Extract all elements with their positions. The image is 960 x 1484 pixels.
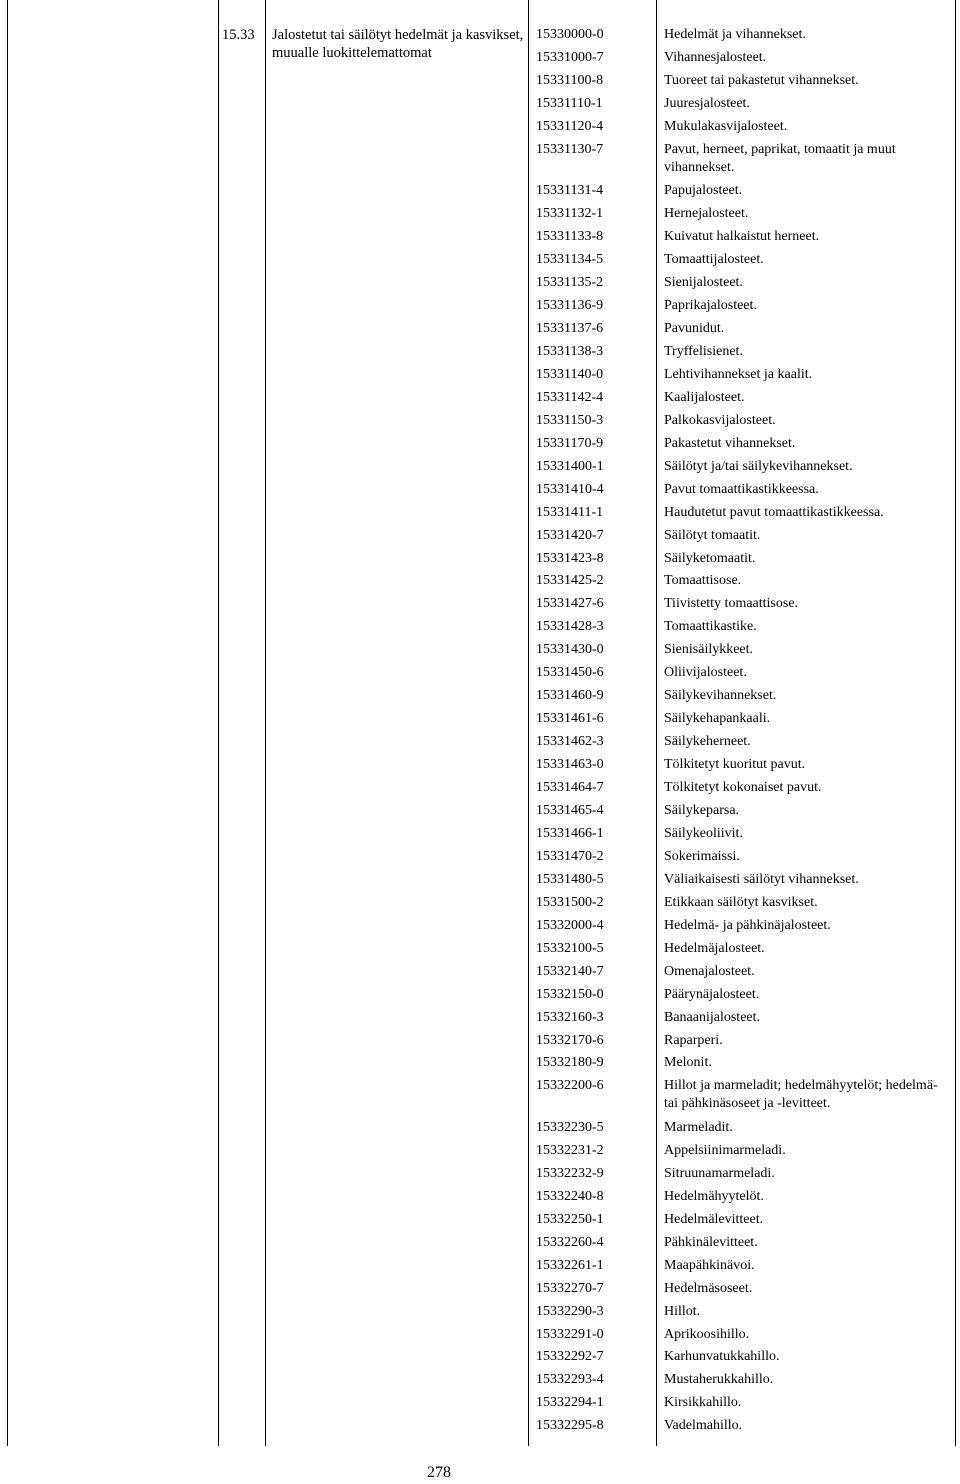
cpv-description: Säilykeherneet.: [664, 734, 751, 750]
cpv-description: Hedelmähyytelöt.: [664, 1188, 764, 1204]
cpv-code: 15331430-0: [536, 642, 604, 658]
cpv-code: 15331120-4: [536, 118, 604, 134]
cpv-description: Melonit.: [664, 1055, 712, 1071]
cpv-description: Hedelmäsoseet.: [664, 1280, 753, 1296]
cpv-description: Tomaattisose.: [664, 573, 742, 589]
cpv-description: Pähkinälevitteet.: [664, 1234, 758, 1250]
cpv-code: 15331450-6: [536, 665, 604, 681]
section-number: 15.33: [222, 27, 255, 43]
cpv-code: 15332000-4: [536, 917, 604, 933]
cpv-code: 15331170-9: [536, 435, 604, 451]
cpv-code: 15331411-1: [536, 504, 604, 520]
cpv-code: 15331420-7: [536, 527, 604, 543]
cpv-description: Omenajalosteet.: [664, 963, 755, 979]
cpv-code: 15332140-7: [536, 963, 604, 979]
cpv-description: Tölkitetyt kokonaiset pavut.: [664, 780, 822, 795]
cpv-code: 15332160-3: [536, 1009, 604, 1025]
cpv-code: 15332180-9: [536, 1055, 604, 1071]
cpv-code: 15332291-0: [536, 1326, 604, 1342]
cpv-description: Hillot ja marmeladit; hedelmähyytelöt; hedelmä- tai pähkinäsoseet ja -levitteet.: [664, 1078, 938, 1112]
cpv-description: Oliivijalosteet.: [664, 665, 747, 681]
cpv-description: Säilykehapankaali.: [664, 711, 771, 727]
cpv-code: 15331425-2: [536, 573, 604, 589]
cpv-code: 15331131-4: [536, 183, 604, 199]
cpv-code: 15331466-1: [536, 825, 604, 841]
cpv-description: Etikkaan säilötyt kasvikset.: [664, 894, 818, 910]
cpv-description: Pavunidut.: [664, 321, 725, 336]
cpv-description: Kuivatut halkaistut herneet.: [664, 229, 820, 245]
cpv-description: Tomaattijalosteet.: [664, 252, 764, 268]
cpv-description: Aprikoosihillo.: [664, 1326, 750, 1342]
cpv-code: 15331461-6: [536, 711, 604, 727]
cpv-description: Juuresjalosteet.: [664, 95, 750, 111]
cpv-code: 15332290-3: [536, 1303, 604, 1319]
cpv-code: 15331423-8: [536, 550, 604, 566]
cpv-code: 15331000-7: [536, 50, 604, 65]
cpv-description: Lehtivihannekset ja kaalit.: [664, 366, 813, 382]
cpv-code: 15332294-1: [536, 1395, 604, 1411]
cpv-code: 15332170-6: [536, 1032, 604, 1048]
cpv-description: Banaanijalosteet.: [664, 1009, 761, 1025]
cpv-description: Pavut, herneet, paprikat, tomaatit ja muut vihannekset.: [664, 141, 896, 175]
cpv-description: Hernejalosteet.: [664, 206, 749, 222]
cpv-description: Hedelmä- ja pähkinäjalosteet.: [664, 917, 831, 933]
cpv-code: 15332230-5: [536, 1119, 604, 1135]
cpv-code: 15331428-3: [536, 619, 604, 635]
cpv-description: Tölkitetyt kuoritut pavut.: [664, 757, 806, 773]
cpv-description: Paprikajalosteet.: [664, 298, 757, 313]
table-rule: [528, 0, 529, 1446]
cpv-code: 15332261-1: [536, 1257, 604, 1273]
cpv-code: 15331500-2: [536, 894, 604, 910]
cpv-code: 15331137-6: [536, 321, 604, 336]
cpv-description: Palkokasvijalosteet.: [664, 412, 776, 428]
cpv-code: 15331464-7: [536, 780, 604, 795]
cpv-description: Maapähkinävoi.: [664, 1257, 755, 1273]
cpv-description: Pavut tomaattikastikkeessa.: [664, 481, 819, 497]
cpv-code: 15331465-4: [536, 803, 604, 818]
table-rule: [265, 0, 266, 1446]
cpv-description: Kirsikkahillo.: [664, 1395, 742, 1411]
cpv-code: 15331110-1: [536, 95, 603, 111]
cpv-code: 15332231-2: [536, 1142, 604, 1158]
cpv-description: Tryffelisienet.: [664, 343, 743, 359]
cpv-code: 15331138-3: [536, 343, 604, 359]
cpv-description: Väliaikaisesti säilötyt vihannekset.: [664, 871, 859, 887]
cpv-code: 15331136-9: [536, 298, 604, 313]
cpv-code: 15332260-4: [536, 1234, 604, 1250]
cpv-code: 15331462-3: [536, 734, 604, 750]
cpv-description: Sitruunamarmeladi.: [664, 1165, 775, 1181]
cpv-code: 15331470-2: [536, 848, 604, 864]
cpv-description: Appelsiinimarmeladi.: [664, 1142, 786, 1158]
cpv-code: 15332232-9: [536, 1165, 604, 1181]
cpv-description: Pakastetut vihannekset.: [664, 435, 796, 451]
cpv-description: Tuoreet tai pakastetut vihannekset.: [664, 72, 859, 88]
cpv-description: Hedelmälevitteet.: [664, 1211, 764, 1227]
cpv-description: Haudutetut pavut tomaattikastikkeessa.: [664, 504, 884, 520]
page-number: 278: [427, 1464, 451, 1481]
cpv-code: 15331142-4: [536, 389, 604, 405]
cpv-description: Säilyketomaatit.: [664, 550, 756, 566]
cpv-description: Hedelmät ja vihannekset.: [664, 27, 806, 42]
cpv-code: 15332150-0: [536, 986, 604, 1002]
cpv-description: Karhunvatukkahillo.: [664, 1349, 780, 1365]
cpv-code: 15331133-8: [536, 229, 604, 245]
cpv-code: 15331480-5: [536, 871, 604, 887]
cpv-description: Hillot.: [664, 1303, 701, 1319]
cpv-description: Vihannesjalosteet.: [664, 50, 767, 65]
cpv-description: Säilykeoliivit.: [664, 825, 743, 841]
cpv-description: Papujalosteet.: [664, 183, 743, 199]
cpv-code: 15331150-3: [536, 412, 604, 428]
cpv-code: 15331130-7: [536, 141, 604, 157]
table-rule: [955, 0, 956, 1446]
cpv-description: Sokerimaissi.: [664, 848, 740, 864]
table-rule: [218, 0, 219, 1446]
cpv-code: 15331410-4: [536, 481, 604, 497]
cpv-description: Marmeladit.: [664, 1119, 733, 1135]
cpv-code: 15332293-4: [536, 1372, 604, 1388]
cpv-description: Kaalijalosteet.: [664, 389, 745, 405]
cpv-description: Tiivistetty tomaattisose.: [664, 596, 799, 612]
cpv-description: Sienisäilykkeet.: [664, 642, 754, 658]
cpv-code: 15331132-1: [536, 206, 604, 222]
cpv-description: Hedelmäjalosteet.: [664, 940, 765, 956]
cpv-description: Säilötyt tomaatit.: [664, 527, 761, 543]
cpv-description: Tomaattikastike.: [664, 619, 757, 635]
cpv-code: 15331427-6: [536, 596, 604, 612]
cpv-code: 15332295-8: [536, 1418, 604, 1434]
cpv-code: 15331460-9: [536, 688, 604, 704]
cpv-code: 15332240-8: [536, 1188, 604, 1204]
cpv-description: Vadelmahillo.: [664, 1418, 743, 1434]
table-rule: [7, 0, 8, 1446]
table-rule: [656, 0, 657, 1446]
section-title: Jalostetut tai säilötyt hedelmät ja kasvikset, muualle luokittelemattomat: [272, 27, 524, 61]
cpv-code: 15331400-1: [536, 458, 604, 474]
cpv-code: 15331140-0: [536, 366, 604, 382]
cpv-code: 15332292-7: [536, 1349, 604, 1365]
cpv-code: 15331100-8: [536, 72, 604, 88]
cpv-description: Mukulakasvijalosteet.: [664, 118, 788, 134]
cpv-code: 15332270-7: [536, 1280, 604, 1296]
cpv-description: Sienijalosteet.: [664, 275, 743, 291]
cpv-description: Säilötyt ja/tai säilykevihannekset.: [664, 458, 853, 474]
cpv-code: 15331134-5: [536, 252, 604, 268]
cpv-code: 15332100-5: [536, 940, 604, 956]
cpv-code: 15331463-0: [536, 757, 604, 773]
cpv-description: Säilykevihannekset.: [664, 688, 777, 704]
cpv-description: Mustaherukkahillo.: [664, 1372, 774, 1388]
cpv-code: 15330000-0: [536, 27, 604, 42]
cpv-description: Säilykeparsa.: [664, 803, 740, 818]
cpv-description: Raparperi.: [664, 1032, 723, 1048]
cpv-code: 15332250-1: [536, 1211, 604, 1227]
cpv-code: 15332200-6: [536, 1078, 604, 1094]
cpv-description: Päärynäjalosteet.: [664, 986, 760, 1002]
cpv-code: 15331135-2: [536, 275, 604, 291]
